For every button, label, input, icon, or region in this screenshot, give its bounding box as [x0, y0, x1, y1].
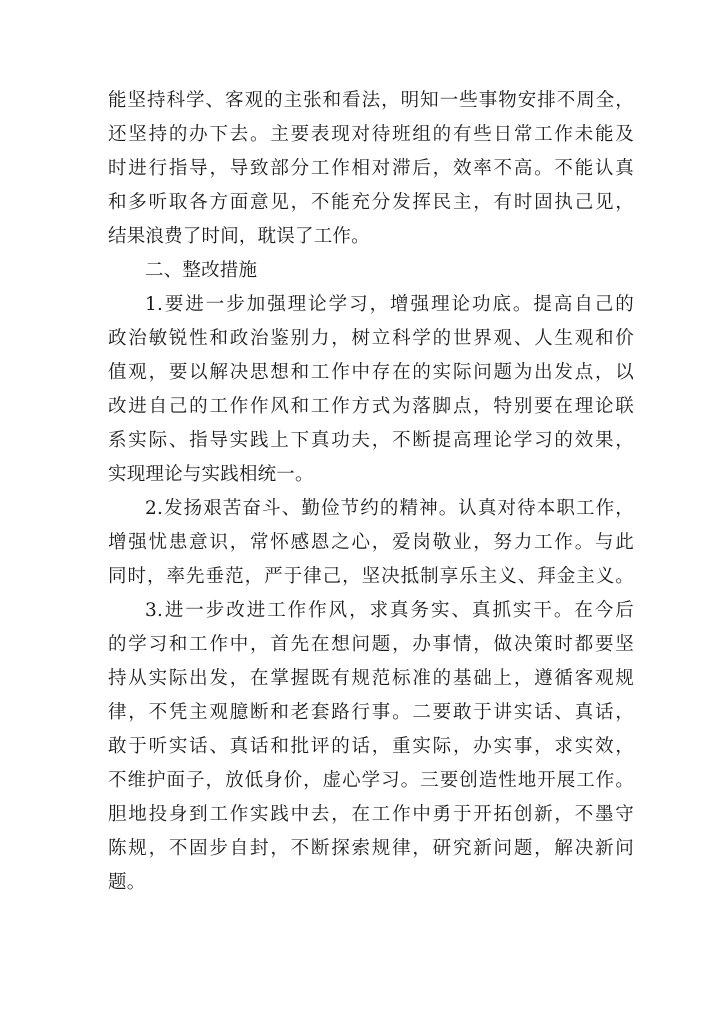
text-line: 不维护面子，放低身价，虚心学习。三要创造性地开展工作。	[108, 770, 634, 791]
text-line: 增强忧患意识，常怀感恩之心，爱岗敬业，努力工作。与此	[108, 532, 634, 553]
text-line: 政治敏锐性和政治鉴别力，树立科学的世界观、人生观和价	[108, 328, 634, 349]
text-line: 时进行指导，导致部分工作相对滞后，效率不高。不能认真	[108, 158, 634, 179]
text-line: 3.进一步改进工作作风，求真务实、真抓实干。在今后	[145, 600, 634, 621]
section-heading: 二、整改措施	[145, 260, 258, 281]
text-line: 还坚持的办下去。主要表现对待班组的有些日常工作未能及	[108, 124, 634, 145]
text-line: 持从实际出发，在掌握既有规范标准的基础上，遵循客观规	[108, 668, 634, 689]
text-line: 能坚持科学、客观的主张和看法，明知一些事物安排不周全，	[108, 90, 634, 111]
text-line: 实现理论与实践相统一。	[108, 464, 314, 485]
text-line: 同时，率先垂范，严于律己，坚决抵制享乐主义、拜金主义。	[108, 566, 634, 587]
text-line: 1.要进一步加强理论学习，增强理论功底。提高自己的	[145, 294, 634, 315]
text-line: 改进自己的工作作风和工作方式为落脚点，特别要在理论联	[108, 396, 634, 417]
text-line: 结果浪费了时间，耽误了工作。	[108, 226, 370, 247]
text-line: 值观，要以解决思想和工作中存在的实际问题为出发点，以	[108, 362, 634, 383]
text-line: 律，不凭主观臆断和老套路行事。二要敢于讲实话、真话，	[108, 702, 634, 723]
text-line: 和多听取各方面意见，不能充分发挥民主，有时固执己见，	[108, 192, 634, 213]
text-line: 敢于听实话、真话和批评的话，重实际，办实事，求实效，	[108, 736, 634, 757]
text-line: 胆地投身到工作实践中去，在工作中勇于开拓创新，不墨守	[108, 804, 634, 825]
text-line: 系实际、指导实践上下真功夫，不断提高理论学习的效果，	[108, 430, 634, 451]
text-line: 陈规，不固步自封，不断探索规律，研究新问题，解决新问	[108, 838, 634, 859]
text-line: 2.发扬艰苦奋斗、勤俭节约的精神。认真对待本职工作，	[145, 498, 634, 519]
text-line: 题。	[108, 872, 146, 893]
text-line: 的学习和工作中，首先在想问题，办事情，做决策时都要坚	[108, 634, 634, 655]
document-body	[108, 84, 634, 900]
